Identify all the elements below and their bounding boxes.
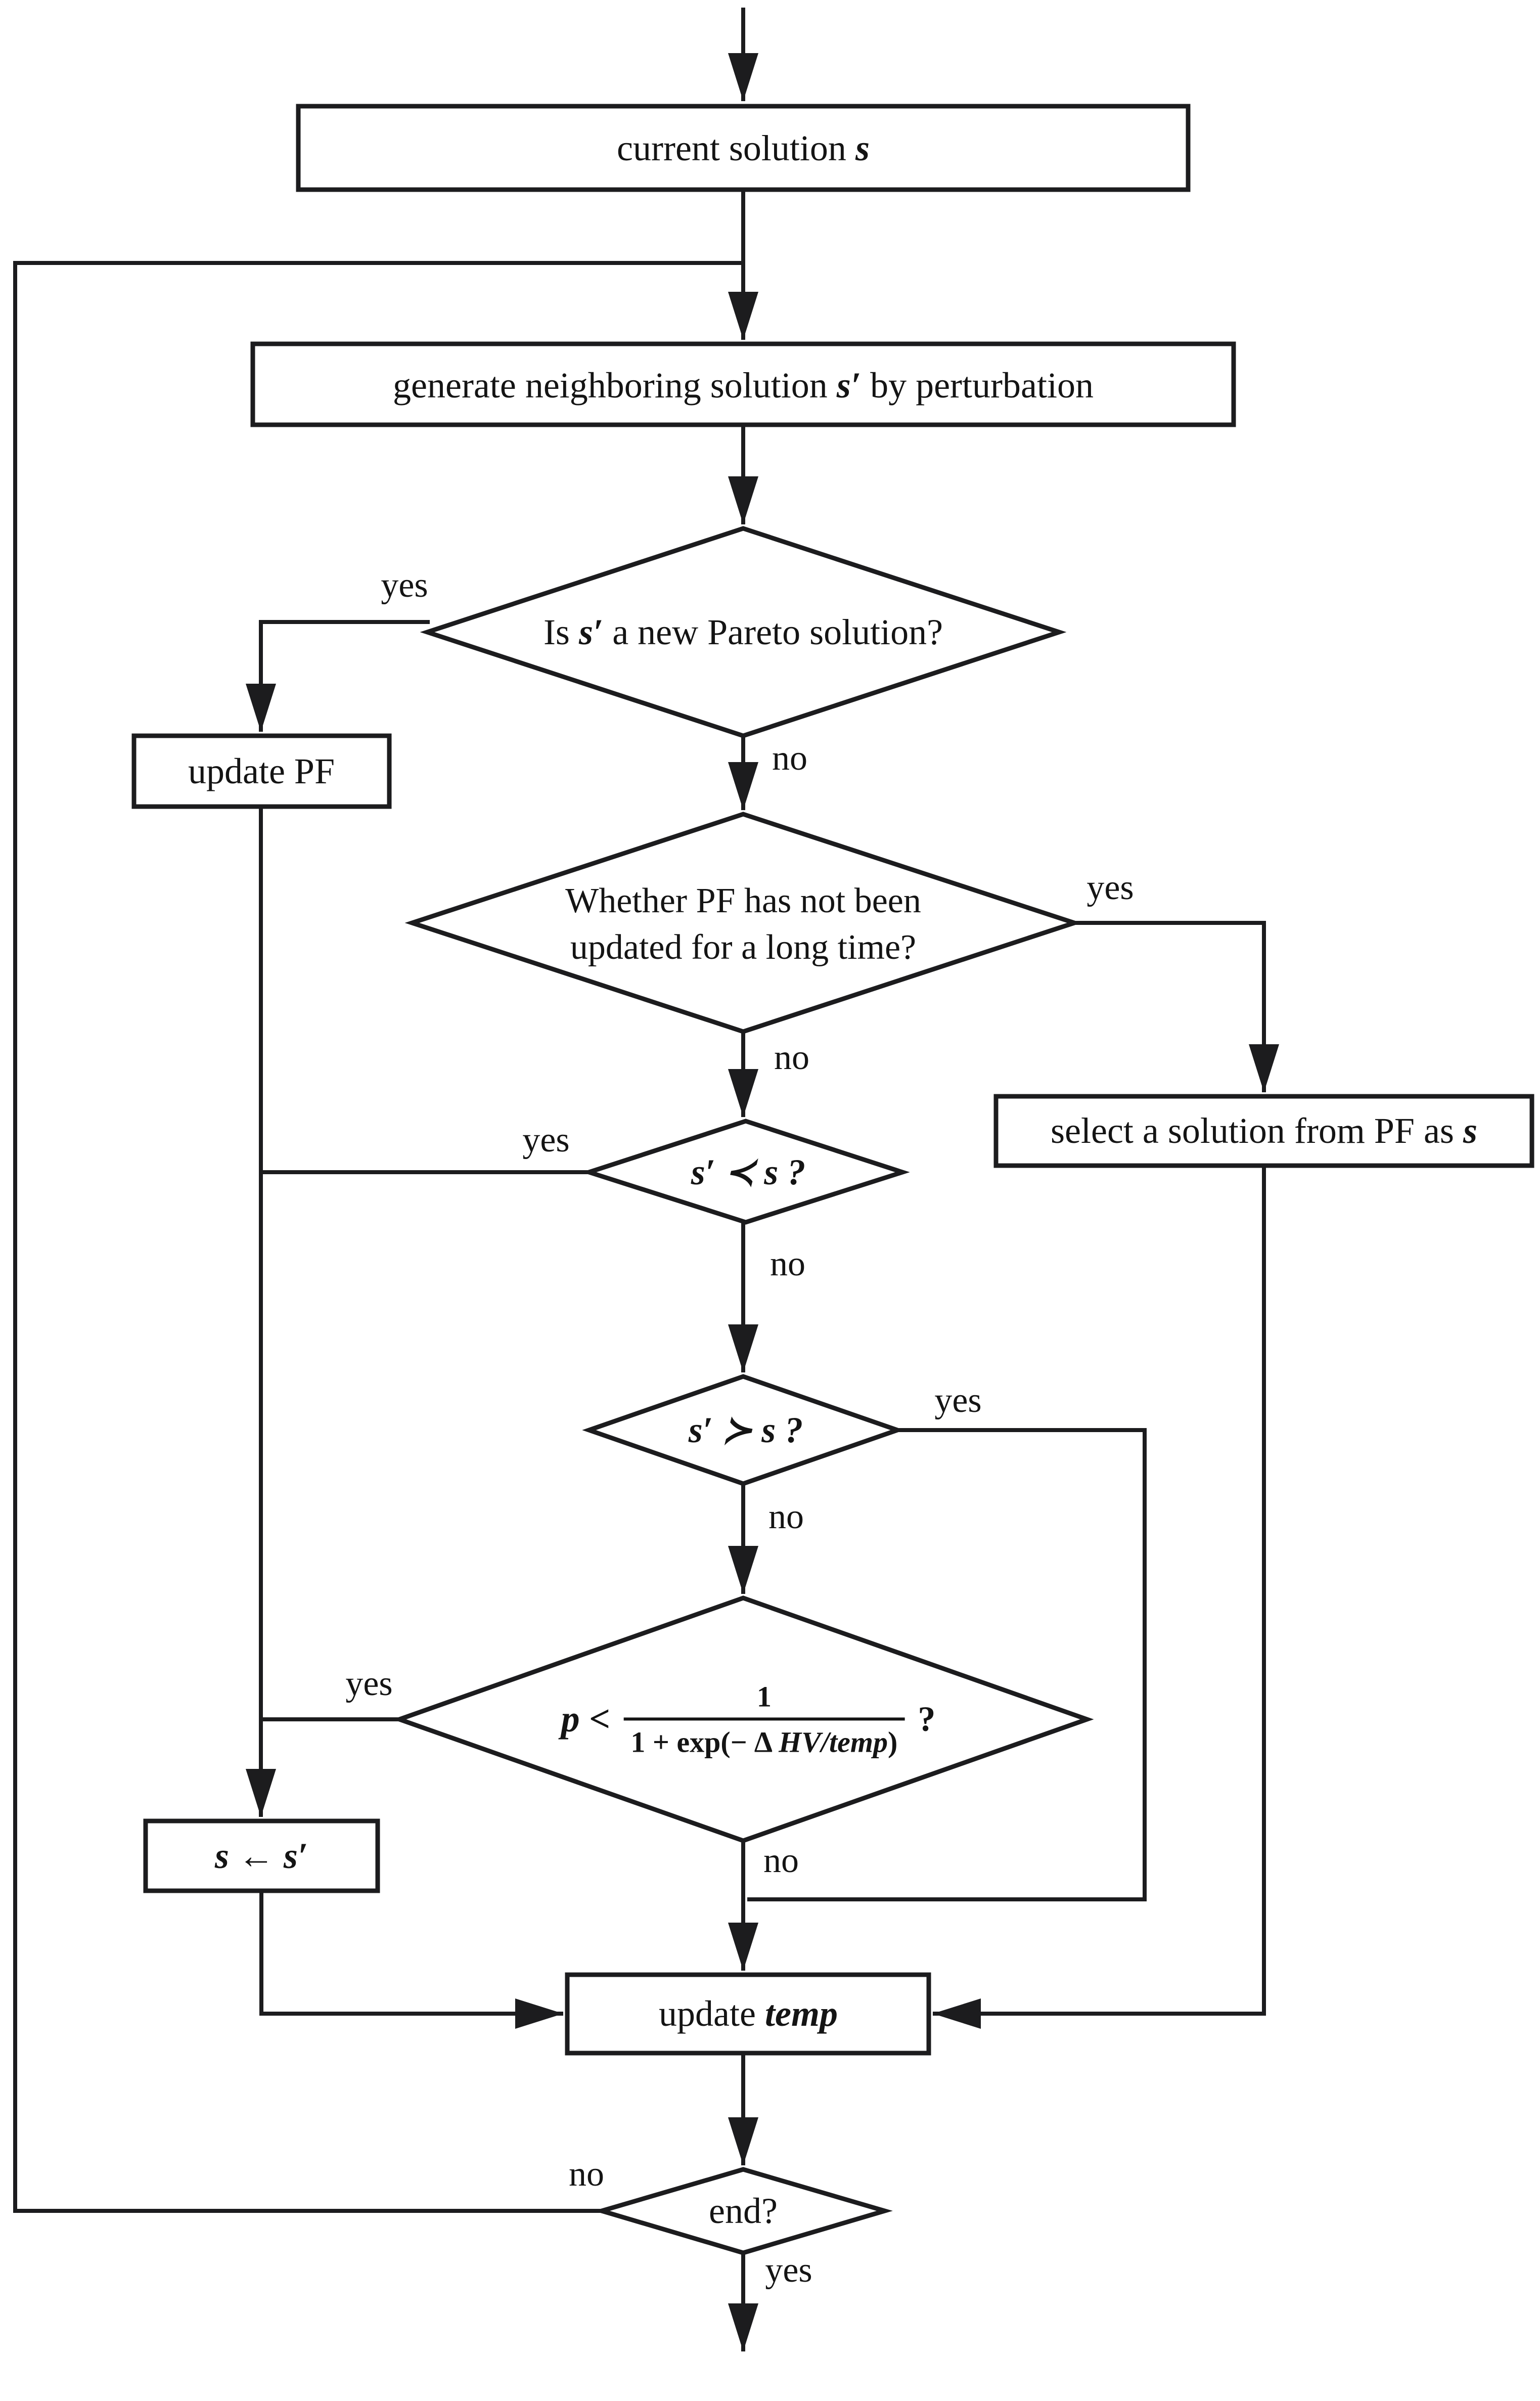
delta-symbol: Δ [754,1725,773,1758]
accept-prob-lhs: p < [561,1698,611,1740]
current-solution-label [617,126,870,170]
succ-no-label: no [768,1497,804,1536]
accept-prob-label [561,1679,936,1759]
select-from-pf-var: s [1463,1110,1477,1151]
assign-label: s ← s′ [214,1835,308,1876]
prec-no-label: no [770,1244,805,1283]
generate-neighbor-suffix: by perturbation [861,365,1094,406]
pareto-decision-var: s′ [578,611,604,652]
edge-assign-to-updatetemp [261,1891,563,2014]
prob-yes-label: yes [345,1664,393,1703]
select-from-pf-label [1051,1109,1477,1152]
end-no-label: no [569,2155,604,2194]
pareto-decision-suffix: a new Pareto solution? [603,611,943,652]
accept-prob-den-var: HV/temp [779,1725,888,1758]
pareto-decision-label [543,610,943,654]
pf-stale-label [565,878,921,971]
end-label: end? [709,2190,778,2231]
update-temp-label [659,1992,838,2035]
pareto-decision-prefix: Is [543,611,579,652]
accept-prob-den-pre: 1 + exp(− [630,1725,747,1758]
pf-stale-line1: Whether PF has not been [565,881,921,920]
succ-yes-label: yes [934,1381,982,1420]
stale-no-label: no [774,1038,809,1077]
prob-no-label: no [763,1841,799,1880]
generate-neighbor-var: s′ [836,365,862,406]
edge-select-to-updatetemp [933,1166,1264,2014]
edge-pareto-yes [261,622,430,732]
accept-prob-den-post: ) [888,1725,898,1758]
accept-prob-fraction [623,1679,904,1759]
pf-stale-line2: updated for a long time? [570,928,917,967]
edge-end-no-loop [15,263,743,2211]
update-temp-var: temp [764,1993,838,2034]
edge-stale-yes [1074,923,1264,1092]
update-temp-text: update [659,1993,765,2034]
generate-neighbor-text: generate neighboring solution [393,365,837,406]
update-pf-label: update PF [188,750,335,791]
accept-prob-denominator [623,1717,904,1760]
end-yes-label: yes [765,2251,812,2290]
s-succ-label: s′ ≻ s ? [688,1409,803,1450]
pareto-no-label: no [772,739,807,778]
accept-prob-question: ? [918,1700,936,1739]
stale-yes-label: yes [1086,868,1134,907]
select-from-pf-text: select a solution from PF as [1051,1110,1463,1151]
current-solution-var: s [855,127,870,168]
prec-yes-label: yes [522,1121,570,1160]
accept-prob-numerator: 1 [756,1680,772,1713]
generate-neighbor-label [393,364,1094,407]
pareto-yes-label: yes [381,566,428,605]
current-solution-text: current solution [617,127,855,168]
s-prec-label: s′ ≺ s ? [691,1151,806,1192]
